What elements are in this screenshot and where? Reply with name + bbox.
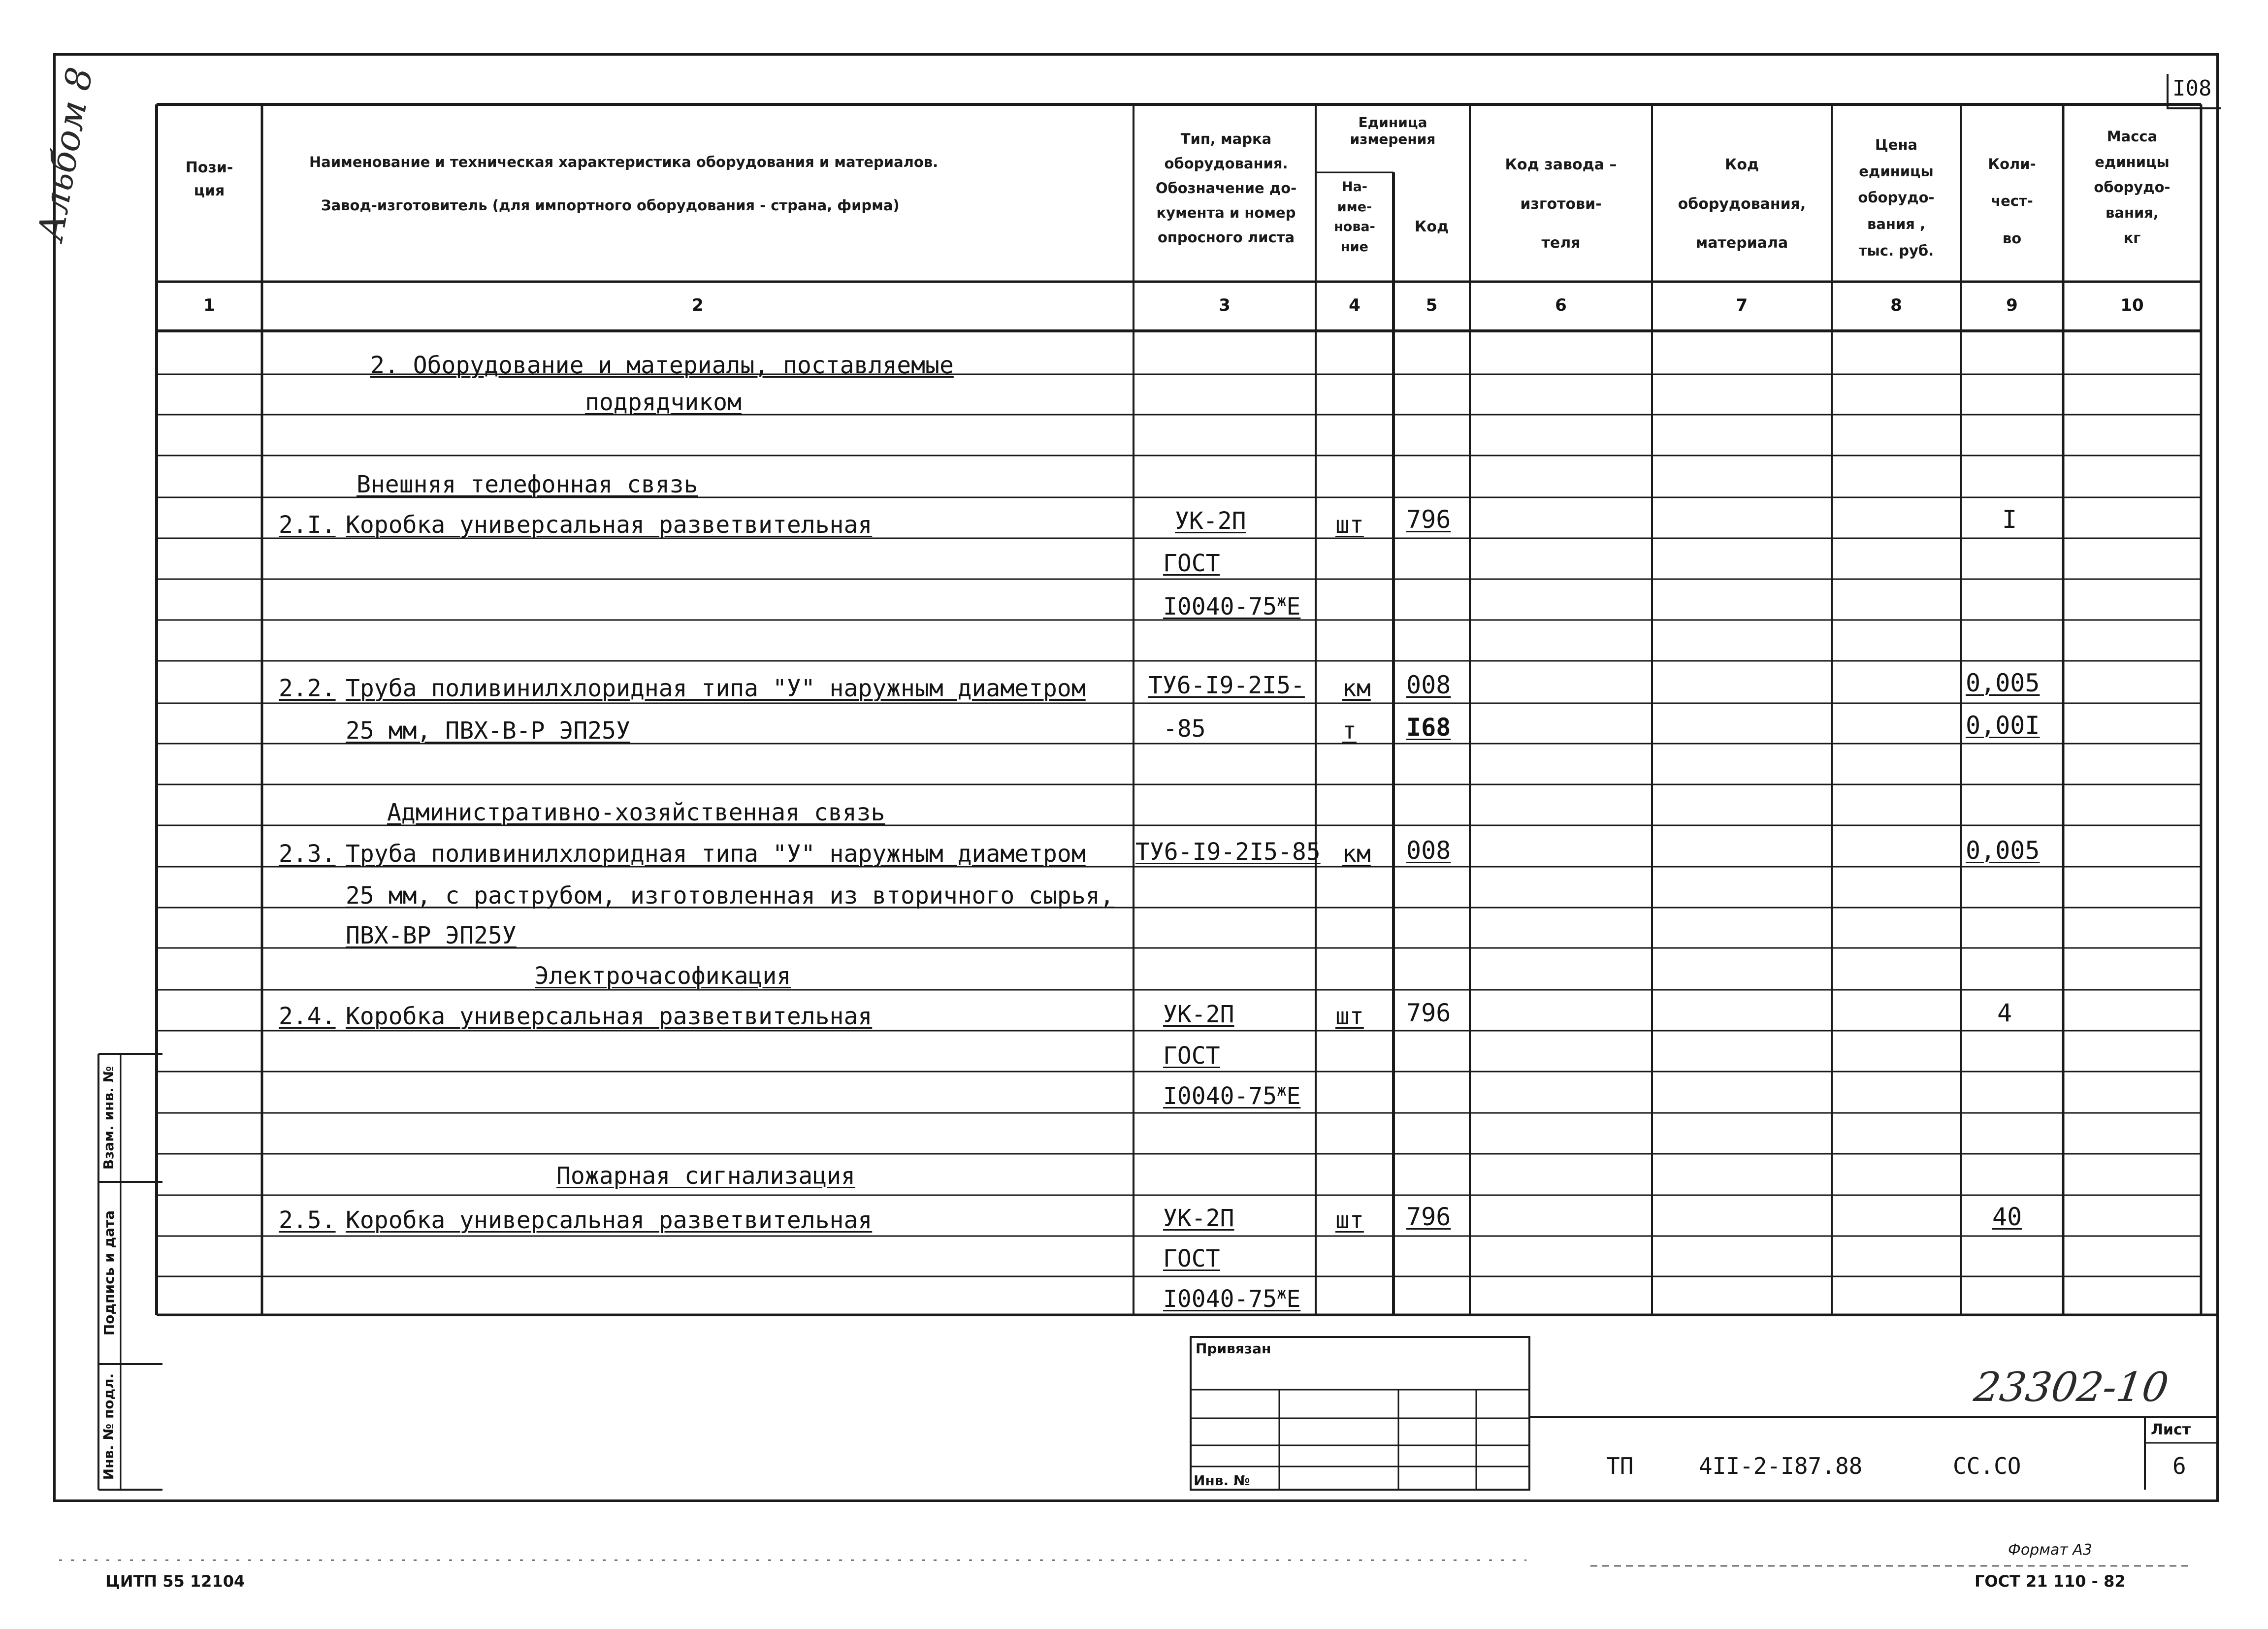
colnum-9: 9 <box>2006 295 2018 315</box>
item-5-type: УК-2П <box>1163 1205 1234 1232</box>
header-col2-line1: Наименование и техническая характеристика оборудования и материалов. <box>309 154 939 170</box>
item-5-name: Коробка универсальная разветвительная <box>346 1206 873 1234</box>
header-col4 <box>1316 177 1393 257</box>
title-block-doc-suffix: СС.СО <box>1953 1453 2021 1479</box>
header-col1 <box>167 157 251 202</box>
header-col1-line: Пози- <box>185 159 233 176</box>
header-col10-line: кг <box>2123 229 2141 247</box>
item-2-code-2: I68 <box>1406 713 1451 742</box>
item-2-type-line2: -85 <box>1163 715 1206 743</box>
header-col10 <box>2063 124 2201 251</box>
colnum-7: 7 <box>1736 295 1748 315</box>
gost-suffix-sup: ж <box>1277 591 1287 610</box>
colnum-10: 10 <box>2120 295 2144 315</box>
item-3-type: ТУ6-I9-2I5-85 <box>1135 838 1321 866</box>
item-1-unit: шт <box>1335 511 1364 539</box>
item-4-name: Коробка универсальная разветвительная <box>346 1003 873 1030</box>
item-2-name-line2: 25 мм, ПВХ-В-Р ЭП25У <box>346 717 630 745</box>
printer-mark: ЦИТП 55 12104 <box>105 1572 245 1591</box>
item-3-name-line3: ПВХ-ВР ЭП25У <box>346 922 517 949</box>
item-1-position: 2.I. <box>279 511 336 539</box>
header-col4-line: нова- <box>1334 219 1375 234</box>
header-col10-line: Масса <box>2106 128 2158 145</box>
header-col3 <box>1138 127 1314 250</box>
header-unit-group <box>1316 114 1470 147</box>
title-block-prefix: ТП <box>1606 1453 1634 1479</box>
header-col4-line: На- <box>1341 179 1368 195</box>
item-1-type: УК-2П <box>1175 507 1246 535</box>
header-col6 <box>1470 145 1652 263</box>
item-3-name-line1: Труба поливинилхлоридная типа "У" наружным диаметром <box>346 840 1086 868</box>
header-col8-line: Цена <box>1875 136 1918 153</box>
stamp-original-inv: Инв. № подл. <box>100 1373 117 1480</box>
header-col10-line: вания, <box>2106 204 2159 221</box>
header-col8-line: тыс. руб. <box>1858 242 1934 259</box>
album-label-text: Альбом 8 <box>30 64 101 244</box>
header-unit-group-line: измерения <box>1350 130 1436 147</box>
gost-suffix-sup: ж <box>1277 1081 1287 1100</box>
header-col1-line: ция <box>194 182 225 199</box>
gost-number: I0040-75 <box>1163 593 1277 620</box>
header-col4-line: име- <box>1337 199 1372 215</box>
header-col10-line: единицы <box>2095 153 2170 170</box>
item-5-position: 2.5. <box>279 1206 336 1234</box>
section-title-line2: подрядчиком <box>585 389 742 416</box>
header-col3-line: кумента и номер <box>1156 204 1296 221</box>
gost-suffix: Е <box>1286 1082 1301 1110</box>
title-block-sheet-label: Лист <box>2151 1421 2191 1438</box>
item-1-quantity: I <box>2002 505 2017 534</box>
item-2-type-line1: ТУ6-I9-2I5- <box>1148 672 1305 699</box>
header-col2-line2: Завод-изготовитель (для импортного оборудования - страна, фирма) <box>321 197 900 214</box>
item-4-code: 796 <box>1406 999 1451 1027</box>
header-col8-line: вания , <box>1867 215 1925 232</box>
group-heading-fire: Пожарная сигнализация <box>556 1162 855 1190</box>
item-3-unit: км <box>1342 840 1371 868</box>
header-col7-line: Код <box>1724 156 1759 173</box>
header-col3-line: Тип, марка <box>1180 130 1272 147</box>
item-2-position: 2.2. <box>279 675 336 702</box>
header-col6-line: теля <box>1541 234 1581 252</box>
colnum-2: 2 <box>692 295 704 315</box>
item-5-quantity: 40 <box>1992 1203 2022 1231</box>
group-heading-clocks: Электрочасофикация <box>535 962 791 990</box>
handwritten-doc-number: 23302-10 <box>1971 1364 2171 1411</box>
item-5-code: 796 <box>1406 1203 1451 1231</box>
title-block-doc-code: 4II-2-I87.88 <box>1699 1453 1863 1479</box>
header-col9-line: чест- <box>1991 193 2033 210</box>
gost-suffix-sup: ж <box>1277 1284 1287 1303</box>
gost-number: I0040-75 <box>1163 1082 1277 1110</box>
stamp-signature-date: Подпись и дата <box>101 1210 117 1336</box>
sheet-corner-number: I08 <box>2172 76 2212 101</box>
item-1-code: 796 <box>1406 505 1451 534</box>
header-col6-line: Код завода – <box>1505 156 1617 173</box>
header-col8-line: оборудо- <box>1858 189 1935 206</box>
item-3-name-line2: 25 мм, с раструбом, изготовленная из вторичного сырья, <box>346 882 1114 910</box>
format-label: Формат А3 <box>2008 1541 2092 1559</box>
item-1-gost: ГОСТ <box>1163 550 1220 577</box>
header-col4-line: ние <box>1341 239 1368 255</box>
title-block-privyazan: Привязан <box>1196 1340 1271 1357</box>
gost-label: ГОСТ 21 110 - 82 <box>1975 1572 2126 1591</box>
section-title-line1: 2. Оборудование и материалы, поставляемые <box>370 352 954 379</box>
header-col5: Код <box>1414 218 1449 235</box>
header-col7-line: оборудования, <box>1678 195 1806 213</box>
colnum-1: 1 <box>203 295 215 315</box>
group-heading-admin: Административно-хозяйственная связь <box>387 799 885 826</box>
header-col10-line: оборудо- <box>2094 179 2171 196</box>
item-3-code: 008 <box>1406 836 1451 865</box>
colnum-6: 6 <box>1555 295 1567 315</box>
item-2-code-1: 008 <box>1406 671 1451 699</box>
item-1-gost-number <box>1163 593 1300 619</box>
gost-suffix: Е <box>1286 1285 1301 1313</box>
header-col9-line: Коли- <box>1988 156 2036 172</box>
gost-number: I0040-75 <box>1163 1285 1277 1313</box>
colnum-3: 3 <box>1219 295 1231 315</box>
group-heading-phone: Внешняя телефонная связь <box>356 471 698 498</box>
header-col7-line: материала <box>1695 234 1788 252</box>
item-3-quantity: 0,005 <box>1966 836 2040 865</box>
colnum-4: 4 <box>1349 295 1361 315</box>
header-col8-line: единицы <box>1859 163 1934 180</box>
item-2-unit-t: т <box>1342 717 1357 745</box>
colnum-5: 5 <box>1426 295 1438 315</box>
stamp-replacement-inv: Взам. инв. № <box>100 1066 117 1170</box>
item-2-qty-2: 0,00I <box>1966 711 2040 740</box>
header-col3-line: опросного листа <box>1157 228 1295 246</box>
header-col3-line: оборудования. <box>1164 155 1288 172</box>
header-col9-line: во <box>2002 229 2022 247</box>
header-col7 <box>1652 145 1832 263</box>
item-4-type: УК-2П <box>1163 1001 1234 1028</box>
item-4-gost-number <box>1163 1082 1300 1108</box>
item-3-position: 2.3. <box>279 840 336 868</box>
title-block-inv-no: Инв. № <box>1194 1472 1250 1489</box>
header-col9 <box>1961 146 2063 257</box>
item-5-unit: шт <box>1335 1206 1364 1234</box>
item-4-unit: шт <box>1335 1003 1364 1030</box>
item-5-gost-number <box>1163 1285 1300 1311</box>
header-col6-line: изготови- <box>1520 195 1602 213</box>
header-col3-line: Обозначение до- <box>1155 179 1297 196</box>
item-2-qty-1: 0,005 <box>1966 669 2040 697</box>
item-1-name: Коробка универсальная разветвительная <box>346 511 873 539</box>
item-5-gost: ГОСТ <box>1163 1245 1220 1272</box>
item-4-quantity: 4 <box>1997 999 2012 1027</box>
item-4-gost: ГОСТ <box>1163 1042 1220 1070</box>
item-4-position: 2.4. <box>279 1003 336 1030</box>
item-2-unit-km: км <box>1342 675 1371 702</box>
gost-suffix: Е <box>1286 593 1301 620</box>
header-col8 <box>1832 132 1961 264</box>
header-unit-group-line: Единица <box>1358 114 1427 130</box>
colnum-8: 8 <box>1890 295 1902 315</box>
item-2-name-line1: Труба поливинилхлоридная типа "У" наружным диаметром <box>346 675 1086 702</box>
title-block-sheet-number: 6 <box>2172 1453 2186 1479</box>
